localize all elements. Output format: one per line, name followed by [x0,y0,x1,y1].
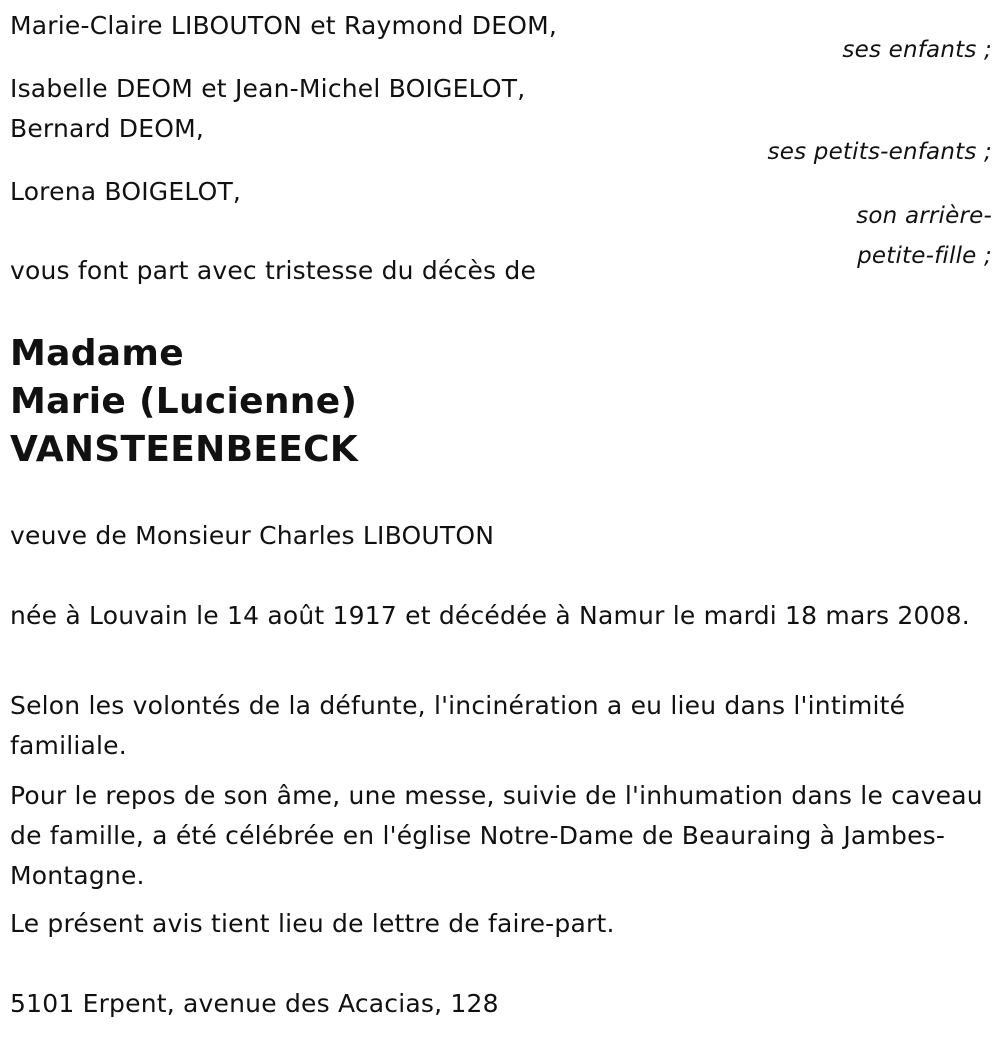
birth-death-paragraph: née à Louvain le 14 août 1917 et décédée à Namur le mardi 18 mars 2008. [10,601,970,630]
great-grandchild-label-1: son arrière- [856,203,992,229]
announcement-text: vous font part avec tristesse du décès de [10,256,537,285]
deceased-first-names: Marie (Lucienne) [10,381,358,422]
grandchildren-label: ses petits-enfants ; [767,139,992,165]
mass-paragraph: Pour le repos de son âme, une messe, suivie de l'inhumation dans le caveau de famille, a été célébrée en l'église Notre-Dame de Beauraing à Jambes-Montagne. [10,781,983,890]
great-grandchild-name: Lorena BOIGELOT, [10,177,242,206]
notice-paragraph: Le présent avis tient lieu de lettre de faire-part. [10,909,615,938]
deceased-title: Madame [10,333,184,374]
address-text: 5101 Erpent, avenue des Acacias, 128 [10,989,499,1018]
cremation-paragraph: Selon les volontés de la défunte, l'incinération a eu lieu dans l'intimité familiale. [10,691,906,760]
widow-of-text: veuve de Monsieur Charles LIBOUTON [10,521,495,550]
deceased-name-block [10,330,358,474]
children-label: ses enfants ; [842,37,992,63]
great-grandchild-label-2: petite-fille ; [857,243,992,269]
grandchildren-names-2: Bernard DEOM, [10,114,205,143]
deceased-surname: VANSTEENBEECK [10,429,359,470]
children-names: Marie-Claire LIBOUTON et Raymond DEOM, [10,11,558,40]
grandchildren-names-1: Isabelle DEOM et Jean-Michel BOIGELOT, [10,74,526,103]
